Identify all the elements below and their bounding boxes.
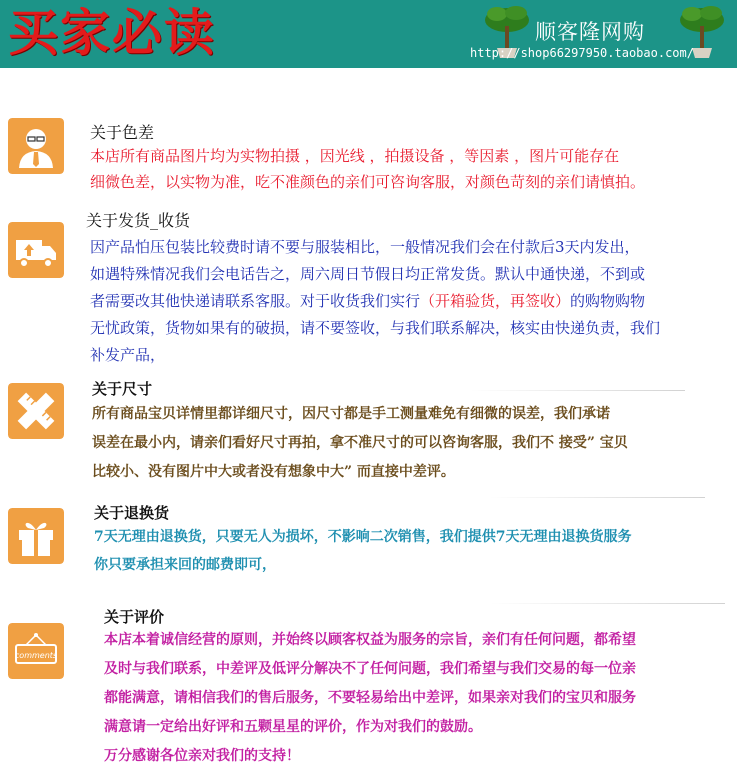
text-line: 你只要承担来回的邮费即可， xyxy=(94,557,276,573)
section-title: 关于尺寸 xyxy=(92,380,153,398)
page-title: 买家必读 xyxy=(8,4,216,62)
divider xyxy=(490,603,725,604)
comments-sign-icon xyxy=(8,623,64,679)
text-line: 本店本着诚信经营的原则，并始终以顾客权益为服务的宗旨，亲们有任何问题，都希望 xyxy=(104,632,636,648)
text-line: 及时与我们联系，中差评及低评分解决不了任何问题，我们希望与我们交易的每一位亲 xyxy=(104,661,636,677)
section-title: 关于发货_收货 xyxy=(86,211,191,230)
text-line: 所有商品宝贝详情里都详细尺寸，因尺寸都是手工测量难免有细微的误差，我们承诺 xyxy=(92,406,610,422)
delivery-truck-icon xyxy=(8,222,64,278)
section-title: 关于退换货 xyxy=(94,504,170,522)
text-line: 无忧政策，货物如果有的破损，请不要签收，与我们联系解决，核实由快递负责，我们 xyxy=(90,319,661,337)
text-line: 细微色差，以实物为准，吃不准颜色的亲们可咨询客服，对颜色苛刻的亲们请慎拍。 xyxy=(90,173,646,191)
ruler-cross-icon xyxy=(8,383,64,439)
text-line: 满意请一定给出好评和五颗星星的评价，作为对我们的鼓励。 xyxy=(104,719,482,735)
text-line: 如遇特殊情况我们会电话告之，周六周日节假日均正常发货。默认中通快递，不到或 xyxy=(90,265,646,283)
section-body xyxy=(92,403,628,490)
text-line: 万分感谢各位亲对我们的支持！ xyxy=(104,748,300,764)
section-title: 关于色差 xyxy=(90,123,155,142)
section-body xyxy=(90,145,645,197)
text-line: 误差在最小内，请亲们看好尺寸再拍，拿不准尺寸的可以咨询客服，我们不 接受” 宝贝 xyxy=(92,435,628,451)
person-icon xyxy=(8,118,64,174)
divider xyxy=(490,497,705,498)
section-body xyxy=(90,236,660,371)
divider xyxy=(470,390,685,391)
text-line xyxy=(90,290,660,317)
header-banner xyxy=(0,0,737,68)
shop-name: 顺客隆网购 xyxy=(535,20,645,44)
text-line: 因产品怕压包装比较费时请不要与服装相比，一般情况我们会在付款后3天内发出， xyxy=(90,238,640,256)
section-title: 关于评价 xyxy=(104,608,165,626)
gift-box-icon xyxy=(8,508,64,564)
highlight-text: （开箱验货，再签收） xyxy=(420,292,571,310)
section-body xyxy=(94,526,631,582)
section-body xyxy=(104,629,636,774)
text-line: 7天无理由退换货，只要无人为损坏，不影响二次销售，我们提供7天无理由退换货服务 xyxy=(94,529,632,545)
text-line: 比较小、没有图片中大或者没有想象中大” 而直接中差评。 xyxy=(92,464,455,480)
text-segment: 的购物购物 xyxy=(570,292,646,310)
text-line: 补发产品， xyxy=(90,346,166,364)
comments-sign-text: comments xyxy=(14,651,58,660)
text-segment: 者需要改其他快递请联系客服。对于收货我们实行 xyxy=(90,292,421,310)
text-line: 本店所有商品图片均为实物拍摄 ，因光线 ，拍摄设备 ，等因素 ，图片可能存在 xyxy=(90,147,620,165)
text-line: 都能满意，请相信我们的售后服务，不要轻易给出中差评，如果亲对我们的宝贝和服务 xyxy=(104,690,636,706)
shop-url[interactable]: http://shop66297950.taobao.com/ xyxy=(470,46,694,60)
